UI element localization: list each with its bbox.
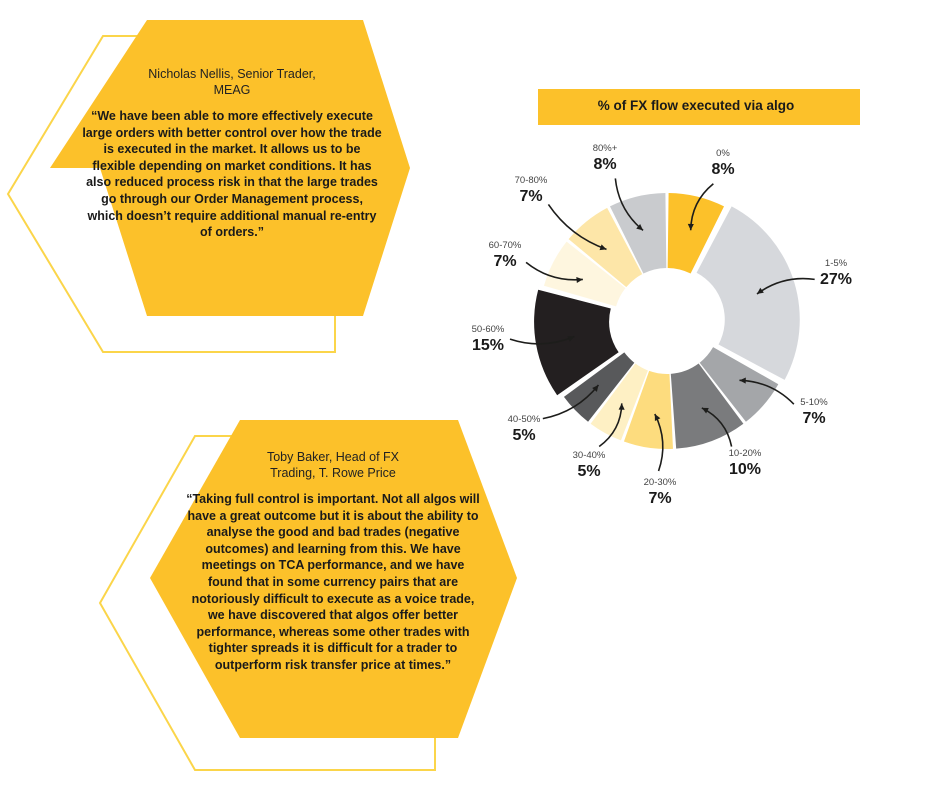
quote-text: “Taking full control is important. Not all algos will have a great outcome but it is about the ability to analyse the good and bad trades (negative outcomes) and learning from this. We have meetings on TCA performance, and we have found that in some currency pairs that are notoriously difficult to execute as a voice trade, we have discovered that algos offer better performance, whereas some other trades with tighter spreads it is difficult for a trader to outperform risk transfer price at times.” [186,492,480,672]
slice-category: 0% [716,148,730,159]
slice-category: 5-10% [800,397,828,408]
slice-category: 70-80% [514,175,548,186]
slice-label [559,450,619,481]
slice-label [784,397,844,428]
slice-label [806,258,866,289]
slice-label [693,148,753,179]
slice-category: 80%+ [592,143,618,154]
slice-label [630,477,690,508]
slice-value: 8% [711,161,735,178]
quote-block-1 [82,66,382,241]
slice-value: 7% [648,490,672,507]
slice-label [458,324,518,355]
quote-block-2 [168,449,498,674]
slice-category: 1-5% [824,258,848,269]
slice-value: 7% [519,188,543,205]
slice-value: 5% [512,427,536,444]
slice-value: 27% [819,271,853,288]
quote-text: “We have been able to more effectively execute large orders with better control over how the trade is executed in the market. It allows us to be flexible depending on market conditions. It has also reduced process risk in that the large trades go through our Order Management process, which doesn’t require additional manual re-entry of orders.” [82,109,382,240]
chart-title: % of FX flow executed via algo [597,98,795,113]
slice-category: 50-60% [471,324,505,335]
slice-category: 60-70% [488,240,522,251]
slice-category: 20-30% [643,477,677,488]
slice-label [494,414,554,445]
slice-value: 7% [802,410,826,427]
quote-author: Nicholas Nellis, Senior Trader, MEAG [148,67,316,97]
slice-category: 30-40% [572,450,606,461]
slice-label [715,448,775,479]
slice-value: 10% [728,461,762,478]
slice-value: 7% [493,253,517,270]
slice-value: 5% [577,463,601,480]
slice-label [475,240,535,271]
slice-category: 10-20% [728,448,762,459]
slice-label [575,143,635,174]
slice-category: 40-50% [507,414,541,425]
quote-author: Toby Baker, Head of FX Trading, T. Rowe Price [266,450,399,480]
slice-label [501,175,561,206]
slice-value: 8% [593,156,617,173]
slice-value: 15% [471,337,505,354]
